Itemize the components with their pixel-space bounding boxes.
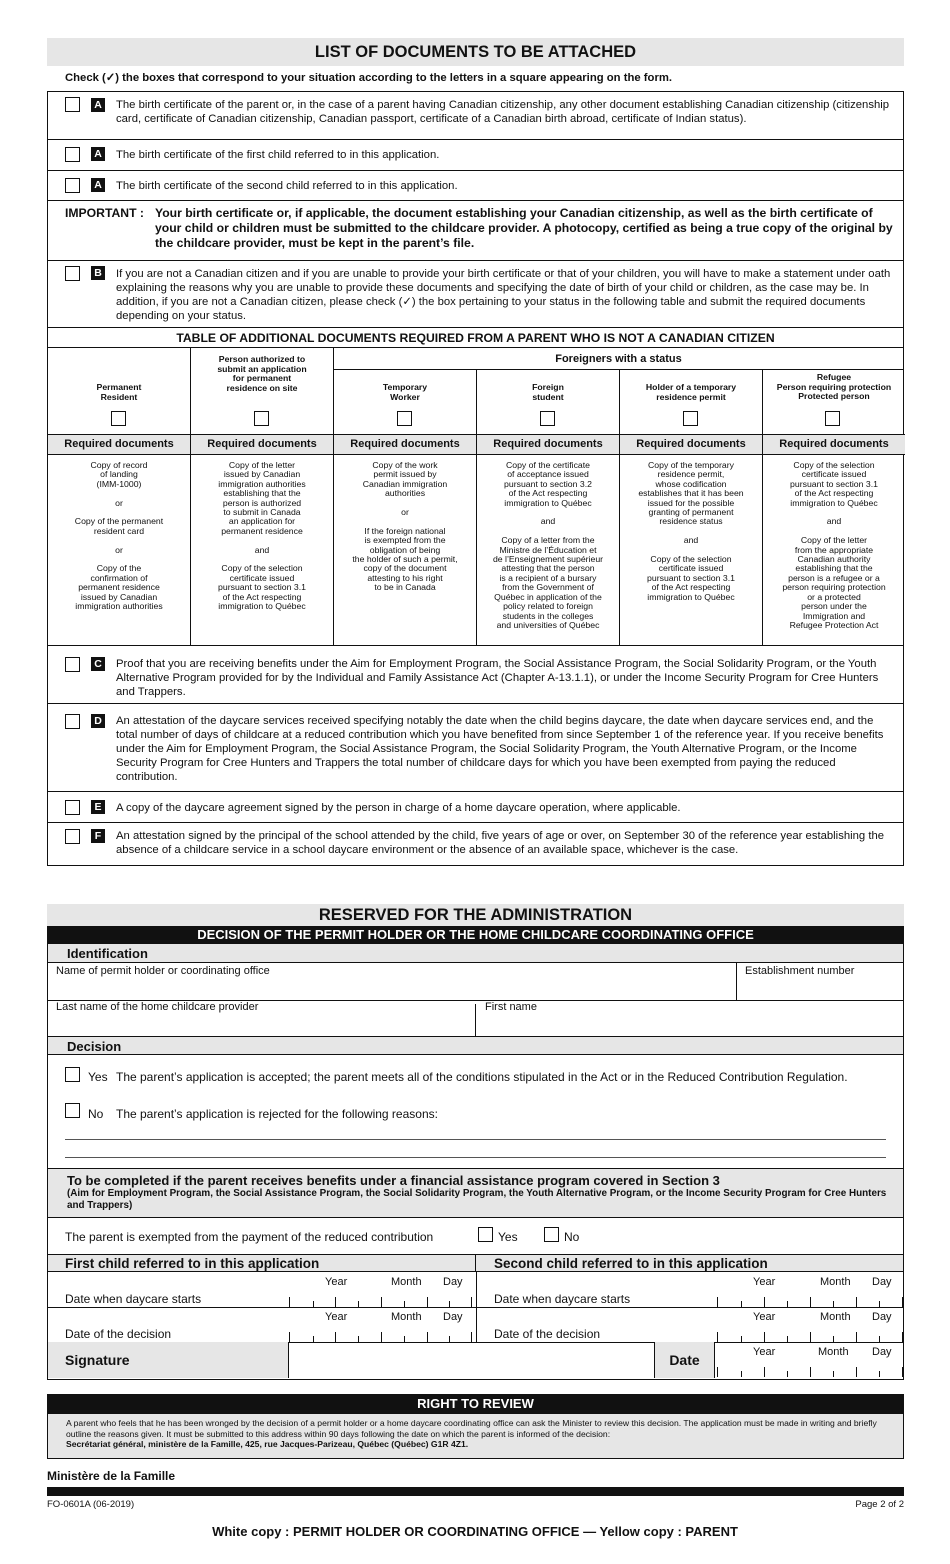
day-label: Day [872,1346,892,1358]
letter-badge: A [91,147,105,161]
signature-input[interactable] [289,1342,655,1378]
date-tick [717,1297,718,1307]
date-tick [313,1336,314,1342]
decision-yes-text: The parent’s application is accepted; the parent meets all of the conditions stipulated in the Act or in the Reduced Contribution Regulation. [116,1070,848,1084]
column-docs: Copy of the certificate of acceptance issued pursuant to section 3.2 of the Act respecting immigration to Québec and Copy of a letter from the Ministre de l’Éducation et de l’Enseignement supérieur attesting that the person is a recipient of a bursary from the Government of Québec in application of the policy related to foreign students in the colleges and universities of Québec [492,460,604,630]
identification-header: Identification [48,944,903,963]
foreigners-header: Foreigners with a status [334,348,903,370]
date-tick [764,1332,765,1342]
column-header: Foreign student [532,382,564,402]
col-authorized-person [191,348,334,645]
doc-text: The birth certificate of the parent or, in the case of a parent having Canadian citizenship, any other document establishing Canadian citizenship (citizenship card, certificate of Canadian citizenship, Canadian passport, certificate of a Canadian birth abroad, certificate of Indian status). [116,99,890,125]
checkbox-a3[interactable] [65,178,80,193]
column-docs: Copy of the selection certificate issued pursuant to section 3.1 of the Act respecting immigration to Québec and Copy of the letter from the appropriate Canadian authority establishing that the person is a refugee or a person requiring protection or a protected person under the Immigration and Refugee Protection Act [782,460,886,630]
checkbox-a2[interactable] [65,147,80,162]
column-docs: Copy of the work permit issued by Canadian immigration authorities or If the foreign national is exempted from the obligation of being the holder of such a permit, copy of the document attesting to his right to be in Canada [352,460,458,593]
review-address: Secrétariat général, ministère de la Famille, 425, rue Jacques-Parizeau, Québec (Québec) G1R 4Z1. [66,1439,469,1449]
rejection-reason-line-1[interactable] [65,1139,886,1140]
required-docs-label: Required documents [763,434,905,455]
decision-no-label: No [88,1107,104,1121]
col-permanent-resident [48,348,191,645]
important-note [48,201,903,261]
first-date-starts-input[interactable] [288,1289,476,1307]
doc-item-e [48,792,903,823]
signature-label: Signature [48,1342,289,1378]
date-tick [787,1336,788,1342]
establishment-input[interactable] [737,963,903,1000]
checkbox-a1[interactable] [65,97,80,112]
year-label: Year [753,1311,776,1323]
column-header: Person authorized to submit an application for permanent residence on site [217,354,307,393]
decision-yes-checkbox[interactable] [65,1067,80,1082]
footer-rule [47,1487,904,1496]
month-label: Month [391,1276,422,1288]
second-date-decision-label: Date of the decision [494,1327,601,1341]
date-tick [833,1371,834,1377]
date-tick [741,1371,742,1377]
page-number: Page 2 of 2 [855,1499,904,1510]
day-label: Day [872,1276,892,1288]
column-header: Refugee Person requiring protection Protected person [776,372,892,401]
second-date-starts-label: Date when daycare starts [494,1292,631,1306]
doc-item-c [48,646,903,704]
date-label: Date [655,1342,715,1378]
checkbox-c[interactable] [65,657,80,672]
date-tick [358,1301,359,1307]
date-tick [787,1301,788,1307]
letter-badge: F [91,829,105,843]
section3-title: To be completed if the parent receives benefits under a financial assistance program covered in Section 3 [67,1173,720,1188]
documents-title: LIST OF DOCUMENTS TO BE ATTACHED [47,38,904,66]
date-tick [810,1367,811,1377]
column-header: Holder of a temporary residence permit [645,382,737,402]
doc-item-d [48,704,903,792]
column-docs: Copy of the temporary residence permit, whose codification establishes that it has been issued for the possible granting of permanent residence status and Copy of the selection certificate issued pursuant to section 3.1 of the Act respecting immigration to Québec [638,460,744,602]
status-checkbox-refugee[interactable] [825,411,840,426]
admin-title: RESERVED FOR THE ADMINISTRATION [47,904,904,926]
rejection-reason-line-2[interactable] [65,1157,886,1158]
exempt-yes-label: Yes [498,1230,518,1244]
decision-header: Decision [48,1036,903,1055]
checkbox-d[interactable] [65,714,80,729]
instruction-text: Check (✓) the boxes that correspond to your situation according to the letters in a square appearing on the form. [65,72,673,84]
date-tick [717,1332,718,1342]
permit-holder-input[interactable] [48,963,736,1000]
doc-item-a2 [48,140,903,171]
letter-badge: A [91,98,105,112]
lastname-label: Last name of the home childcare provider [56,1001,259,1013]
section3-sub: (Aim for Employment Program, the Social Assistance Program, the Social Solidarity Program, the Youth Alternative Program, or the Income Security Program for Cree Hunters and Trappers) [67,1188,887,1211]
date-tick [902,1297,903,1307]
column-header: Permanent Resident [96,382,142,402]
copies-text: White copy : PERMIT HOLDER OR COORDINATING OFFICE — Yellow copy : PARENT [212,1524,738,1539]
date-tick [289,1297,290,1307]
ministry-name: Ministère de la Famille [47,1469,176,1483]
exempt-no-label: No [564,1230,580,1244]
important-text: Your birth certificate or, if applicable, the document establishing your Canadian citizenship, as well as the birth certificate of your child or children must be submitted to the childcare provider. A photocopy, certified as being a true copy of the original by the childcare provider, must be kept in the parent’s file. [155,206,893,250]
doc-item-b [48,261,903,327]
letter-badge: E [91,800,105,814]
permit-holder-label: Name of permit holder or coordinating office [56,965,270,977]
date-tick [427,1332,428,1342]
doc-text: Proof that you are receiving benefits under the Aim for Employment Program, the Social Assistance Program, the Social Solidarity Program, or the Youth Alternative Program provided for by the Individual and Family Assistance Act (Chapter A-13.1.1), or under the Income Security Program for Cree Hunters and Trappers. [116,658,879,698]
date-tick [856,1332,857,1342]
date-tick [381,1332,382,1342]
doc-item-a1 [48,92,903,140]
required-docs-label: Required documents [48,434,190,455]
day-label: Day [443,1276,463,1288]
date-tick [313,1301,314,1307]
column-docs: Copy of record of landing (IMM-1000) or Copy of the permanent resident card or Copy of the confirmation of permanent residence issued by Canadian immigration authorities [74,460,164,612]
date-tick [833,1301,834,1307]
day-label: Day [443,1311,463,1323]
date-tick [810,1332,811,1342]
date-tick [879,1371,880,1377]
doc-text: The birth certificate of the second child referred to in this application. [116,180,458,192]
first-date-decision-input[interactable] [288,1324,476,1342]
exempt-yes-checkbox[interactable] [478,1227,493,1242]
decision-no-checkbox[interactable] [65,1103,80,1118]
date-tick [764,1297,765,1307]
lastname-input[interactable] [48,1000,475,1036]
letter-badge: C [91,657,105,671]
first-child-header: First child referred to in this application [48,1254,476,1272]
doc-text: An attestation of the daycare services received specifying notably the date when the child begins daycare, the date when daycare services end, and the total number of days of childcare at a reduced contribution which you have benefited from since September 1 of the reference year. If you receive benefits under the Aim for Employment Program, the Social Assistance Program, the Social Solidarity Program, the Youth Alternative Program, or the Income Security Program for Cree Hunters and Trappers the total number of childcare days for which you have been exempted from paying the reduced contribution. [116,715,884,783]
date-tick [741,1336,742,1342]
year-label: Year [325,1311,348,1323]
decision-bar: DECISION OF THE PERMIT HOLDER OR THE HOME CHILDCARE COORDINATING OFFICE [47,926,904,944]
letter-badge: A [91,178,105,192]
col-refugee [763,370,905,645]
month-label: Month [820,1311,851,1323]
first-date-decision-label: Date of the decision [65,1327,172,1341]
review-text: A parent who feels that he has been wronged by the decision of a permit holder or a home daycare coordinating office can ask the Minister to review this decision. The application must be made in writing and briefly outline the reasons given. It must be submitted to this address within 90 days following the date on which the parent is informed of the decision: [66,1418,877,1439]
checkbox-f[interactable] [65,829,80,844]
status-checkbox-temporary-worker[interactable] [397,411,412,426]
required-docs-label: Required documents [191,434,333,455]
date-tick [335,1297,336,1307]
col-temporary-residence-permit [620,370,763,645]
firstname-label: First name [485,1001,537,1013]
documents-list [47,91,904,866]
date-tick [879,1336,880,1342]
month-label: Month [818,1346,849,1358]
status-checkbox-permanent-resident[interactable] [111,411,126,426]
required-docs-label: Required documents [334,434,476,455]
establishment-label: Establishment number [745,965,855,977]
doc-text: The birth certificate of the first child referred to in this application. [116,149,440,161]
firstname-input[interactable] [476,1000,903,1036]
review-title: RIGHT TO REVIEW [47,1394,904,1414]
table-title: TABLE OF ADDITIONAL DOCUMENTS REQUIRED FROM A PARENT WHO IS NOT A CANADIAN CITIZEN [48,328,903,348]
decision-yes-label: Yes [88,1070,108,1084]
first-date-starts-label: Date when daycare starts [65,1292,202,1306]
day-label: Day [872,1311,892,1323]
date-tick [856,1297,857,1307]
date-tick [449,1301,450,1307]
checkbox-e[interactable] [65,800,80,815]
date-tick [902,1367,903,1377]
doc-text: A copy of the daycare agreement signed by the person in charge of a home daycare operation, where applicable. [116,802,681,814]
year-label: Year [753,1346,776,1358]
column-header: Temporary Worker [382,382,428,402]
year-label: Year [325,1276,348,1288]
review-box [47,1414,904,1459]
section3-header [48,1168,903,1218]
year-label: Year [753,1276,776,1288]
month-label: Month [391,1311,422,1323]
date-tick [833,1336,834,1342]
date-tick [741,1301,742,1307]
date-tick [404,1336,405,1342]
date-tick [404,1301,405,1307]
required-docs-label: Required documents [477,434,619,455]
doc-item-a3 [48,171,903,201]
second-child-header: Second child referred to in this application [476,1254,903,1272]
doc-text: An attestation signed by the principal of the school attended by the child, five years of age or over, on September 30 of the reference year establishing the absence of a childcare service in a school daycare environment or the absence of an available space, whichever is the case. [116,830,885,856]
date-tick [856,1367,857,1377]
exempt-no-checkbox[interactable] [544,1227,559,1242]
date-tick [902,1332,903,1342]
col-foreign-student [477,370,620,645]
checkbox-b[interactable] [65,266,80,281]
status-checkbox-authorized-person[interactable] [254,411,269,426]
date-tick [381,1297,382,1307]
date-tick [471,1332,472,1342]
month-label: Month [820,1276,851,1288]
form-code: FO-0601A (06-2019) [47,1499,135,1510]
status-checkbox-foreign-student[interactable] [540,411,555,426]
col-temporary-worker [334,370,477,645]
date-tick [787,1371,788,1377]
letter-badge: B [91,266,105,280]
date-tick [764,1367,765,1377]
date-tick [810,1297,811,1307]
admin-form [47,944,904,1380]
date-tick [879,1301,880,1307]
additional-docs-table [48,327,903,646]
date-tick [335,1332,336,1342]
date-tick [449,1336,450,1342]
date-tick [717,1367,718,1377]
doc-text: If you are not a Canadian citizen and if you are unable to provide your birth certificate or that of your children, you will have to make a statement under oath explaining the reasons why you are unable to provide these documents and specifying the date of birth of your child or children, as the case may be. In addition, if you are not a Canadian citizen, please check (✓) the box pertaining to your status in the following table and submit the required documents depending on your status. [116,268,891,322]
required-docs-label: Required documents [620,434,762,455]
exempt-text: The parent is exempted from the payment of the reduced contribution [65,1230,434,1244]
decision-no-text: The parent’s application is rejected for the following reasons: [116,1107,438,1121]
date-tick [289,1332,290,1342]
important-label: IMPORTANT : [65,206,144,220]
date-tick [427,1297,428,1307]
status-checkbox-temporary-residence[interactable] [683,411,698,426]
doc-item-f [48,823,903,864]
column-docs: Copy of the letter issued by Canadian immigration authorities establishing that the person is authorized to submit in Canada an application for permanent residence and Copy of the selection certificate issued pursuant to section 3.1 of the Act respecting immigration to Québec [218,460,306,612]
date-tick [358,1336,359,1342]
letter-badge: D [91,714,105,728]
date-tick [471,1297,472,1307]
